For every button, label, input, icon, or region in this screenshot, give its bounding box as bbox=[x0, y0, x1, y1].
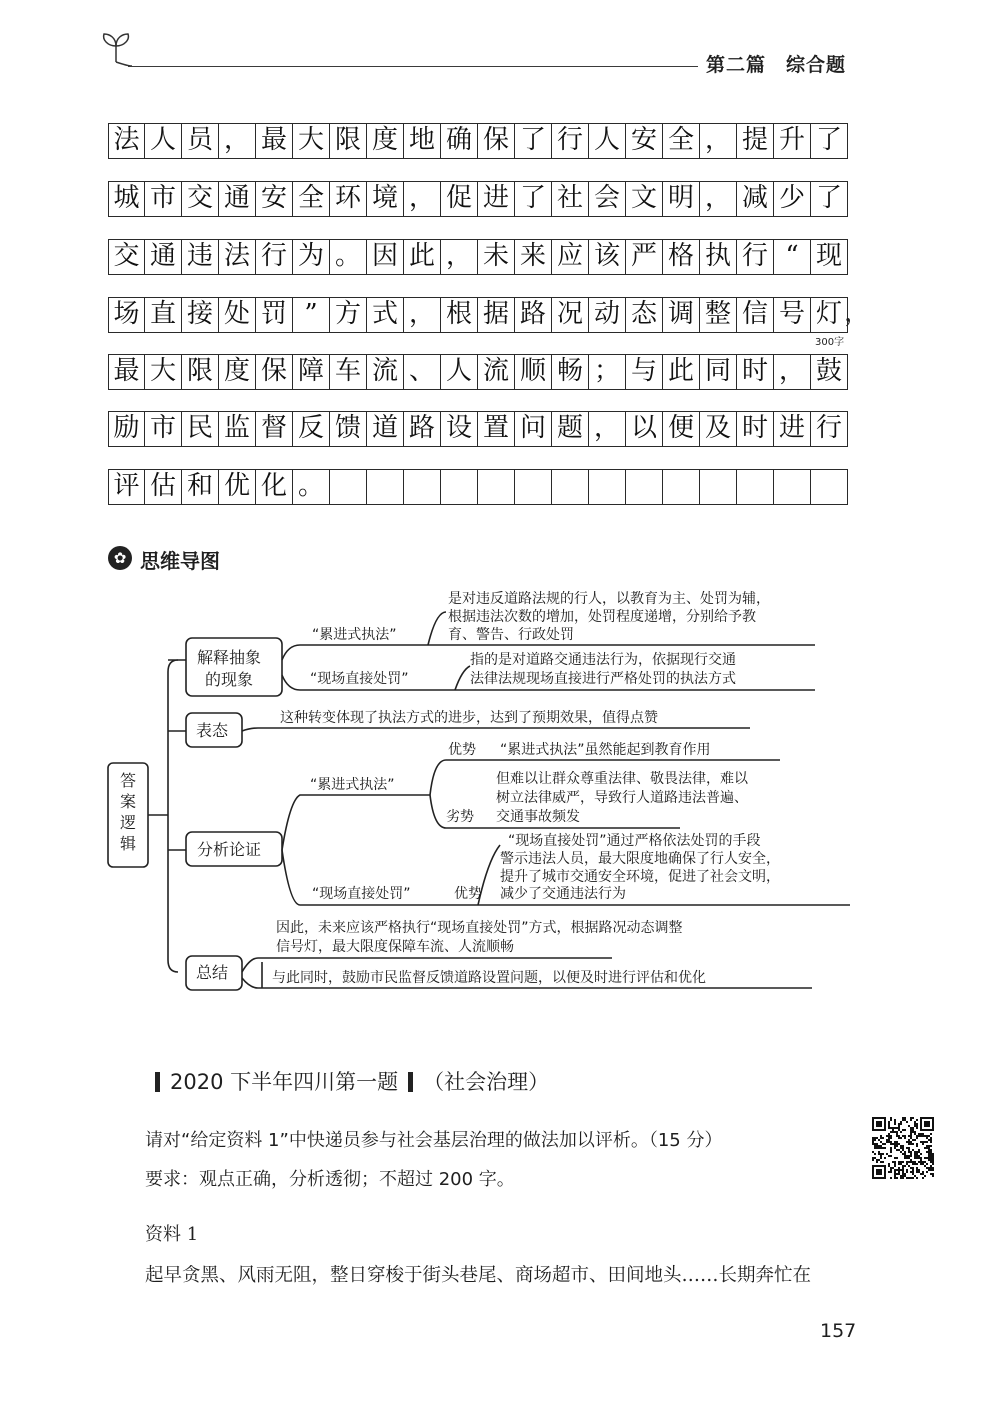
essay-cell: 问 bbox=[515, 411, 552, 447]
qr-code-icon[interactable] bbox=[872, 1117, 934, 1179]
essay-cell: 顺 bbox=[515, 354, 552, 390]
essay-cell: 全 bbox=[293, 181, 330, 217]
essay-cell: 、 bbox=[404, 354, 441, 390]
node-summary: 总结 bbox=[196, 963, 229, 982]
question-title-main: 2020 下半年四川第一题 bbox=[170, 1070, 399, 1094]
essay-cell: 路 bbox=[515, 297, 552, 333]
essay-cell: 车 bbox=[330, 354, 367, 390]
essay-cell: 。 bbox=[330, 239, 367, 275]
essay-cell: 况 bbox=[552, 297, 589, 333]
essay-cell: 法 bbox=[219, 239, 256, 275]
essay-cell: 严 bbox=[626, 239, 663, 275]
essay-cell: 该 bbox=[589, 239, 626, 275]
analysis-disadv-label: 劣势 bbox=[446, 809, 474, 825]
essay-cell: 了 bbox=[811, 123, 848, 159]
essay-cell: 进 bbox=[774, 411, 811, 447]
essay-cell: 安 bbox=[626, 123, 663, 159]
essay-cell: 交 bbox=[182, 181, 219, 217]
essay-cell: 大 bbox=[293, 123, 330, 159]
essay-cell: 行 bbox=[737, 239, 774, 275]
essay-cell: 灯 bbox=[811, 297, 848, 333]
essay-cell: 根 bbox=[441, 297, 478, 333]
essay-cell: 最 bbox=[256, 123, 293, 159]
explain-leijin-text-2: 根据违法次数的增加，处罚程度递增，分别给予教 bbox=[448, 609, 756, 625]
essay-cell: 民 bbox=[182, 411, 219, 447]
material-text: 起早贪黑、风雨无阻，整日穿梭于街头巷尾、商场超市、田间地头……长期奔忙在 bbox=[145, 1265, 812, 1286]
essay-cell: 人 bbox=[589, 123, 626, 159]
essay-cell: 罚 bbox=[256, 297, 293, 333]
mindmap-section-title: 思维导图 bbox=[140, 549, 220, 573]
essay-cell: 来 bbox=[515, 239, 552, 275]
essay-cell: ， bbox=[700, 123, 737, 159]
essay-cell: 方 bbox=[330, 297, 367, 333]
question-title-sub: （社会治理） bbox=[423, 1070, 550, 1094]
explain-xianchang-text-1: 指的是对道路交通违法行为，依据现行交通 bbox=[470, 652, 736, 668]
material-label: 资料 1 bbox=[145, 1224, 199, 1245]
essay-cell: 行 bbox=[256, 239, 293, 275]
essay-cell: 未 bbox=[478, 239, 515, 275]
node-stance: 表态 bbox=[196, 721, 229, 740]
essay-cell: 度 bbox=[219, 354, 256, 390]
essay-cell: 促 bbox=[441, 181, 478, 217]
essay-cell: 升 bbox=[774, 123, 811, 159]
essay-cell: 题 bbox=[552, 411, 589, 447]
essay-cell: 交 bbox=[108, 239, 145, 275]
analysis-xianchang-label: “现场直接处罚” bbox=[312, 886, 411, 902]
essay-cell: 了 bbox=[811, 181, 848, 217]
essay-cell: 为 bbox=[293, 239, 330, 275]
essay-cell: 限 bbox=[182, 354, 219, 390]
stance-text: 这种转变体现了执法方式的进步，达到了预期效果，值得点赞 bbox=[280, 710, 658, 726]
essay-cell: ， bbox=[774, 354, 811, 390]
analysis-leijin-label: “累进式执法” bbox=[310, 777, 395, 793]
essay-cell: 便 bbox=[663, 411, 700, 447]
essay-cell: 道 bbox=[367, 411, 404, 447]
essay-cell: “ bbox=[774, 239, 811, 275]
essay-cell: 直 bbox=[145, 297, 182, 333]
essay-cell: 保 bbox=[256, 354, 293, 390]
essay-cell: 通 bbox=[145, 239, 182, 275]
essay-cell: 最 bbox=[108, 354, 145, 390]
essay-cell: 流 bbox=[367, 354, 404, 390]
essay-cell: 此 bbox=[663, 354, 700, 390]
essay-cell: 环 bbox=[330, 181, 367, 217]
title-bar-right bbox=[408, 1072, 413, 1092]
essay-cell: 市 bbox=[145, 411, 182, 447]
node-explain-line1: 解释抽象 bbox=[197, 648, 262, 667]
essay-cell: 鼓 bbox=[811, 354, 848, 390]
essay-cell: 障 bbox=[293, 354, 330, 390]
essay-cell: 时 bbox=[737, 354, 774, 390]
essay-cell: 进 bbox=[478, 181, 515, 217]
essay-cell: 反 bbox=[293, 411, 330, 447]
essay-cell: 督 bbox=[256, 411, 293, 447]
essay-cell: 和 bbox=[182, 469, 219, 505]
essay-cell: 社 bbox=[552, 181, 589, 217]
essay-cell: 态 bbox=[626, 297, 663, 333]
root-char-1: 答 bbox=[120, 771, 137, 790]
essay-cell: 了 bbox=[515, 181, 552, 217]
analysis-disadv-text-3: 交通事故频发 bbox=[496, 809, 580, 825]
root-char-4: 辑 bbox=[120, 834, 137, 853]
essay-cell: 员 bbox=[182, 123, 219, 159]
summary-text2: 与此同时，鼓励市民监督反馈道路设置问题，以便及时进行评估和优化 bbox=[272, 970, 706, 986]
essay-cell: 信 bbox=[737, 297, 774, 333]
essay-cell: 据 bbox=[478, 297, 515, 333]
essay-cell: 确 bbox=[441, 123, 478, 159]
essay-cell: 人 bbox=[145, 123, 182, 159]
essay-cell: 设 bbox=[441, 411, 478, 447]
analysis-adv2-text-4: 减少了交通违法行为 bbox=[500, 886, 626, 902]
essay-cell: ， bbox=[219, 123, 256, 159]
explain-xianchang-label: “现场直接处罚” bbox=[310, 671, 409, 687]
essay-cell: 估 bbox=[145, 469, 182, 505]
essay-cell: 法 bbox=[108, 123, 145, 159]
essay-cell: 动 bbox=[589, 297, 626, 333]
root-char-2: 案 bbox=[120, 792, 137, 811]
explain-leijin-text-1: 是对违反道路法规的行人，以教育为主、处罚为辅， bbox=[448, 591, 770, 607]
summary-text1-2: 信号灯，最大限度保障车流、人流顺畅 bbox=[276, 939, 514, 955]
essay-cell: 场 bbox=[108, 297, 145, 333]
summary-text1-1: 因此，未来应该严格执行“现场直接处罚”方式，根据路况动态调整 bbox=[276, 920, 683, 936]
essay-cell: 接 bbox=[182, 297, 219, 333]
essay-cell: 了 bbox=[515, 123, 552, 159]
essay-cell: 处 bbox=[219, 297, 256, 333]
question-requirement: 要求：观点正确，分析透彻；不超过 200 字。 bbox=[145, 1169, 515, 1190]
word-count-mark: 300字 bbox=[815, 337, 845, 348]
essay-cell: ， bbox=[441, 239, 478, 275]
essay-overflow-char: ， bbox=[844, 298, 871, 328]
essay-cell: 提 bbox=[737, 123, 774, 159]
essay-cell: 及 bbox=[700, 411, 737, 447]
essay-cell: 号 bbox=[774, 297, 811, 333]
essay-cell: 地 bbox=[404, 123, 441, 159]
analysis-disadv-text-2: 树立法律威严，导致行人道路违法普遍、 bbox=[496, 790, 748, 806]
essay-cell: 文 bbox=[626, 181, 663, 217]
root-char-3: 逻 bbox=[120, 813, 137, 832]
essay-cell: ， bbox=[404, 181, 441, 217]
essay-cell: 会 bbox=[589, 181, 626, 217]
explain-leijin-label: “累进式执法” bbox=[312, 627, 397, 643]
essay-cell: 时 bbox=[737, 411, 774, 447]
essay-cell: 大 bbox=[145, 354, 182, 390]
essay-cell: 明 bbox=[663, 181, 700, 217]
essay-cell: 此 bbox=[404, 239, 441, 275]
question-prompt: 请对“给定资料 1”中快递员参与社会基层治理的做法加以评析。（15 分） bbox=[145, 1130, 723, 1151]
essay-cell: 。 bbox=[293, 469, 330, 505]
explain-leijin-text-3: 育、警告、行政处罚 bbox=[448, 627, 574, 643]
essay-cell: 式 bbox=[367, 297, 404, 333]
page-number: 157 bbox=[820, 1320, 857, 1342]
analysis-disadv-text-1: 但难以让群众尊重法律、敬畏法律，难以 bbox=[496, 771, 748, 787]
essay-cell: 应 bbox=[552, 239, 589, 275]
chapter-title: 第二篇 综合题 bbox=[706, 54, 847, 76]
analysis-adv2-text-2: 警示违法人员，最大限度地确保了行人安全， bbox=[500, 851, 780, 867]
essay-cell: 优 bbox=[219, 469, 256, 505]
essay-cell: 行 bbox=[811, 411, 848, 447]
essay-cell: ， bbox=[589, 411, 626, 447]
essay-cell: 以 bbox=[626, 411, 663, 447]
essay-cell: 评 bbox=[108, 469, 145, 505]
essay-cell: 化 bbox=[256, 469, 293, 505]
essay-cell: ， bbox=[404, 297, 441, 333]
essay-cell: 少 bbox=[774, 181, 811, 217]
node-analysis: 分析论证 bbox=[197, 840, 262, 859]
essay-cell: 执 bbox=[700, 239, 737, 275]
essay-cell: 减 bbox=[737, 181, 774, 217]
essay-cell: 因 bbox=[367, 239, 404, 275]
essay-cell: 全 bbox=[663, 123, 700, 159]
analysis-adv-text: “累进式执法”虽然能起到教育作用 bbox=[500, 742, 711, 758]
analysis-adv2-text-1: “现场直接处罚”通过严格依法处罚的手段 bbox=[508, 833, 761, 849]
analysis-adv2-label: 优势 bbox=[454, 886, 482, 902]
essay-cell: 通 bbox=[219, 181, 256, 217]
analysis-adv-label: 优势 bbox=[448, 742, 476, 758]
essay-cell: 置 bbox=[478, 411, 515, 447]
essay-cell: 安 bbox=[256, 181, 293, 217]
analysis-adv2-text-3: 提升了城市交通安全环境，促进了社会文明， bbox=[500, 869, 780, 885]
essay-cell: 城 bbox=[108, 181, 145, 217]
essay-cell: ； bbox=[589, 354, 626, 390]
essay-cell: 监 bbox=[219, 411, 256, 447]
essay-cell: ” bbox=[293, 297, 330, 333]
essay-cell: 境 bbox=[367, 181, 404, 217]
essay-cell: 畅 bbox=[552, 354, 589, 390]
explain-xianchang-text-2: 法律法规现场直接进行严格处罚的执法方式 bbox=[470, 671, 736, 687]
essay-cell: 限 bbox=[330, 123, 367, 159]
essay-cell: 行 bbox=[552, 123, 589, 159]
node-explain-line2: 的现象 bbox=[205, 670, 254, 689]
essay-cell: 调 bbox=[663, 297, 700, 333]
essay-cell: 度 bbox=[367, 123, 404, 159]
essay-cell: 流 bbox=[478, 354, 515, 390]
essay-cell: 格 bbox=[663, 239, 700, 275]
essay-cell: 市 bbox=[145, 181, 182, 217]
essay-cell: ， bbox=[700, 181, 737, 217]
essay-cell: 违 bbox=[182, 239, 219, 275]
essay-cell: 同 bbox=[700, 354, 737, 390]
essay-cell: 与 bbox=[626, 354, 663, 390]
essay-cell: 馈 bbox=[330, 411, 367, 447]
essay-cell: 整 bbox=[700, 297, 737, 333]
essay-cell: 保 bbox=[478, 123, 515, 159]
essay-cell: 励 bbox=[108, 411, 145, 447]
essay-cell: 现 bbox=[811, 239, 848, 275]
essay-cell: 人 bbox=[441, 354, 478, 390]
title-bar-left bbox=[155, 1072, 160, 1092]
question-title bbox=[145, 1066, 549, 1096]
essay-cell: 路 bbox=[404, 411, 441, 447]
